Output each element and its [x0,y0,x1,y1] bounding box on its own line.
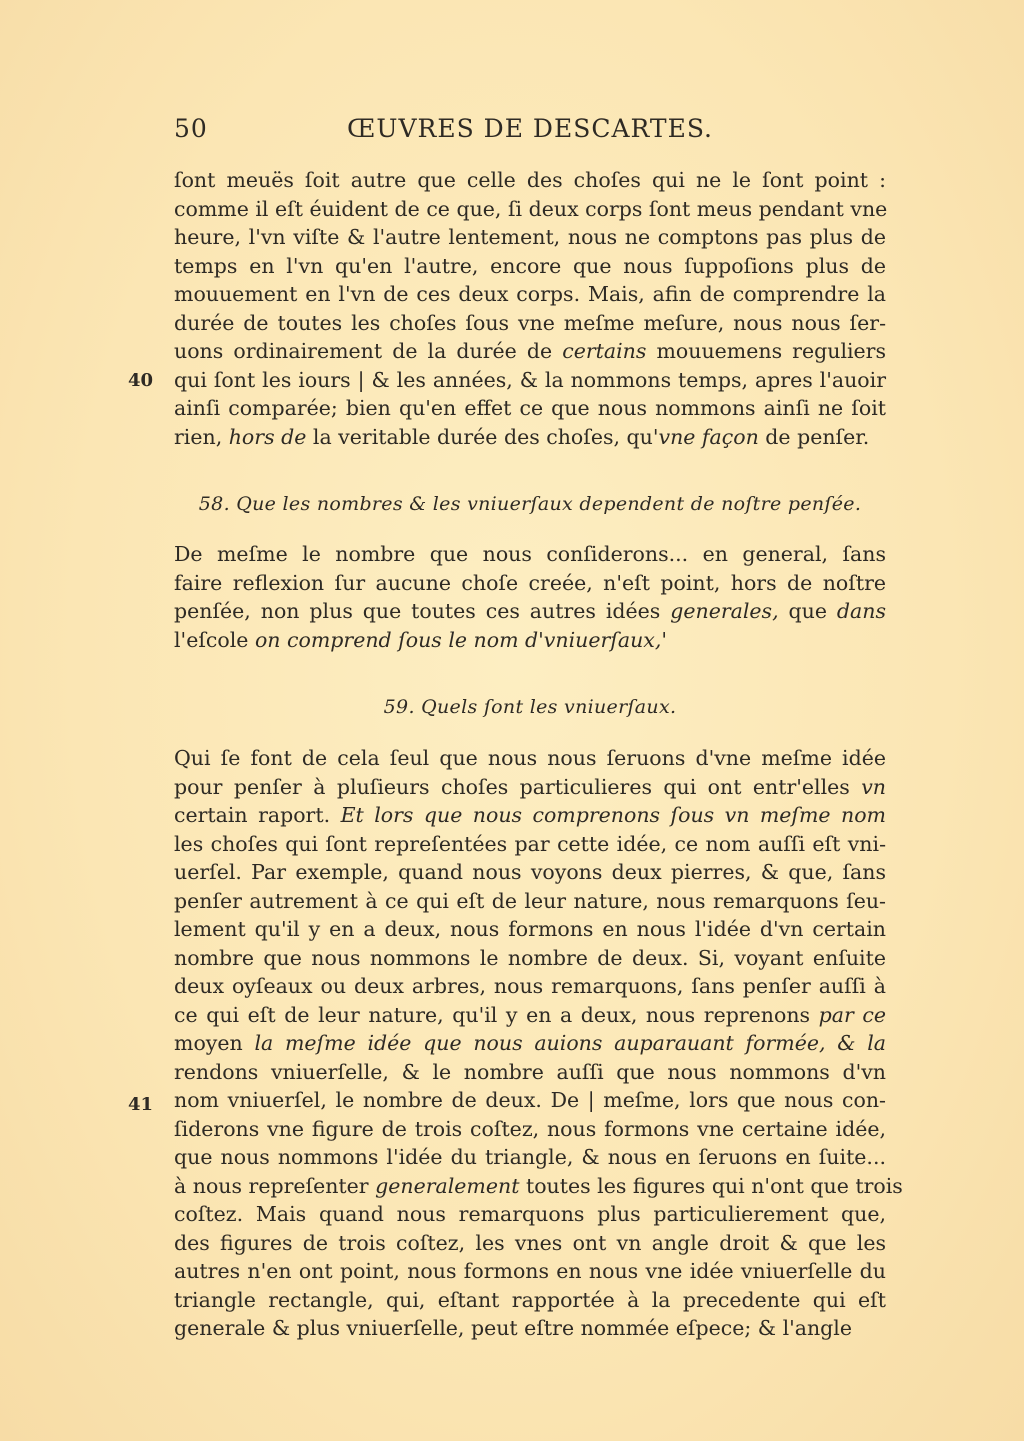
text-run: ce qui eſt de leur nature, qu'il y en a deux, nous reprenons [174,1002,819,1027]
paragraph-3-line [174,1143,886,1171]
text-run: moyen [174,1031,243,1055]
section-59-heading: 59. Quels ſont les vniuerſaux. [383,696,677,718]
text-run: deux oyſeaux ou deux arbres, nous remarquons, ſans penſer auſſi à [174,974,886,998]
text-run: comme il eſt éuident de ce que, ſi deux corps ſont meus pendant vne [174,196,888,221]
paragraph-3-line [174,1115,886,1143]
text-run: ſiderons vne figure de trois coſtez, nous formons vne certaine idée, [174,1116,886,1141]
paragraph-3-line [174,887,886,915]
paragraph-1-line [174,423,886,451]
text-run: autres n'en ont point, nous formons en nous vne idée vniuerſelle du [174,1259,886,1283]
margin-line-number: 41 [128,1094,154,1115]
page-number: 50 [174,114,208,143]
text-run: que nous nommons l'idée du triangle, & nous en ſeruons en ſuite... [174,1145,886,1169]
italic-text: hors de [228,424,307,449]
paragraph-3-line [174,1229,886,1257]
paragraph-1-line [174,252,886,280]
text-run: toutes les figures qui n'ont que trois [519,1173,903,1198]
paragraph-3-line [174,972,886,1000]
text-run: coſtez. Mais quand nous remarquons plus particulierement que, [174,1202,886,1226]
paragraph-3-line [174,1172,903,1200]
italic-text: vne façon [658,424,759,449]
text-run: l'eſcole [174,627,249,652]
italic-text: dans [836,599,886,623]
text-run: durée de toutes les choſes ſous vne meſme meſure, nous nous ſer- [174,310,886,335]
paragraph-1-line [174,195,886,223]
paragraph-3-line [174,744,886,772]
text-run: lement qu'il y en a deux, nous formons en nous l'idée d'vn certain [174,917,886,941]
paragraph-1-line [174,394,886,422]
paragraph-3-line [174,830,886,858]
italic-text: generales, [670,599,779,623]
page-header [174,114,886,154]
paragraph-3-line [174,915,886,943]
italic-text: la meſme idée que nous auions auparauant formée, & la [242,1031,886,1055]
text-run: uons ordinairement de la durée de [174,339,563,363]
italic-text: Et lors que nous comprenons ſous vn meſme nom [330,803,886,827]
paragraph-3-line [174,773,886,801]
paragraph-3-line [174,1286,886,1314]
text-run: faire reflexion ſur aucune choſe creée, n'eſt point, hors de noſtre [174,570,886,595]
paragraph-1-line [174,309,886,337]
text-run: mouuement en l'vn de ces deux corps. Mais, afin de comprendre la [174,282,886,306]
text-run: des figures de trois coſtez, les vnes ont vn angle droit & que les [174,1230,886,1255]
text-run: heure, l'vn viſte & l'autre lentement, nous ne comptons pas plus de [174,225,886,249]
paragraph-3-line [174,1200,886,1228]
text-run: qui ſont les iours | & les années, & la nommons temps, apres l'auoir [174,367,886,392]
text-run: les choſes qui ſont repreſentées par cette idée, ce nom auſſi eſt vni- [174,831,886,856]
paragraph-2-line [174,597,886,625]
paragraph-3-line [174,1086,886,1114]
text-run: De meſme le nombre que nous conſiderons... en general, ſans [174,542,886,566]
margin-line-number: 40 [128,370,154,391]
text-run: ſont meuës ſoit autre que celle des choſes qui ne le ſont point : [174,168,886,192]
paragraph-1-line [174,166,886,194]
paragraph-3-line [174,801,886,829]
text-run: Qui ſe font de cela ſeul que nous nous ſeruons d'vne meſme idée [174,746,886,770]
italic-text: generalement [375,1173,520,1198]
text-run: certain raport. [174,803,331,827]
paragraph-3-line [174,1001,886,1029]
text-run: uerſel. Par exemple, quand nous voyons deux pierres, & que, ſans [174,860,886,884]
text-run: temps en l'vn qu'en l'autre, encore que nous ſuppoſions plus de [174,253,886,278]
text-run: penſée, non plus que toutes ces autres idées [174,599,671,623]
paragraph-2-line [174,540,886,568]
text-run: la veritable durée des choſes, qu' [306,424,659,449]
paragraph-1-line [174,280,886,308]
text-run: ainſi comparée; bien qu'en effet ce que nous nommons ainſi ne ſoit [174,396,886,420]
text-run: triangle rectangle, qui, eſtant rapportée à la precedente qui eſt [174,1287,886,1312]
text-run: mouuemens reguliers [646,339,887,363]
text-run: rendons vniuerſelle, & le nombre auſſi que nous nommons d'vn [174,1059,886,1084]
text-run: penſer autrement à ce qui eſt de leur nature, nous remarquons ſeu- [174,888,886,913]
paragraph-1-line [174,366,886,394]
paragraph-3-line [174,1314,886,1342]
text-run: generale & plus vniuerſelle, peut eſtre nommée eſpece; & l'angle [174,1316,852,1340]
text-run: nombre que nous nommons le nombre de deux. Si, voyant enſuite [174,945,886,970]
text-run: pour penſer à pluſieurs choſes particulieres qui ont entr'elles [174,774,862,799]
paragraph-3-line [174,858,886,886]
text-run: nom vniuerſel, le nombre de deux. De | meſme, lors que nous con- [174,1088,886,1112]
paragraph-1-line [174,223,886,251]
text-run: que [778,599,837,623]
italic-text: vn [861,774,886,799]
paragraph-3-line [174,944,886,972]
paragraph-3-line [174,1029,886,1057]
text-run: à nous repreſenter [174,1173,376,1198]
running-title: ŒUVRES DE DESCARTES. [346,114,714,143]
paragraph-3-line [174,1257,886,1285]
section-58-heading: 58. Que les nombres & les vniuerſaux dependent de noſtre penſée. [198,493,862,515]
text-run: rien, [174,424,229,449]
paragraph-3-line [174,1058,886,1086]
italic-text: certains [562,339,647,363]
paragraph-2-line [174,626,886,654]
text-run: de penſer. [758,424,870,449]
italic-text: on comprend ſous le nom d'vniuerſaux,' [248,627,668,652]
paragraph-2-line [174,569,886,597]
italic-text: par ce [818,1002,886,1027]
paragraph-1-line [174,337,886,365]
